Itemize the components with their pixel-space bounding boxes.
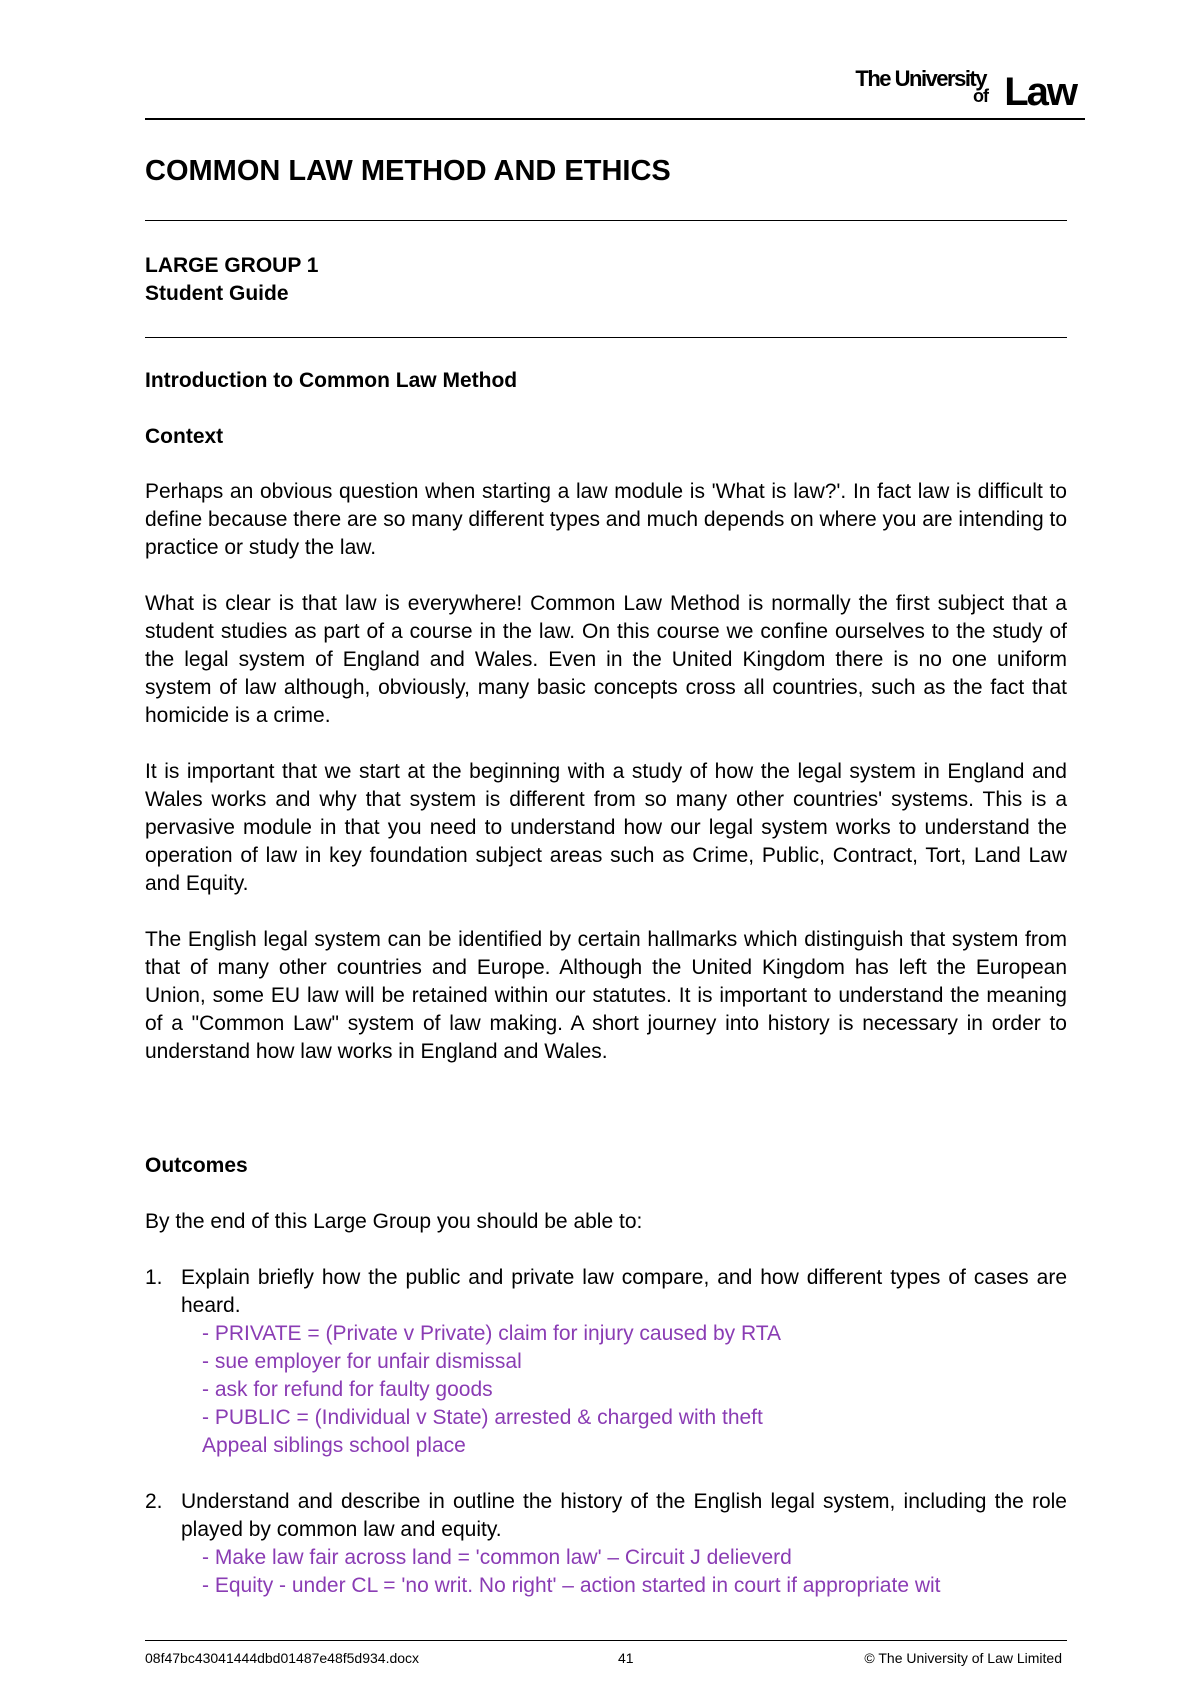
paragraph: The English legal system can be identified by certain hallmarks which distinguish that system from that of many other countries and Europe. Although the United Kingdom has left the European Union, some EU law will be retained within our statutes. It is important to understand the meaning of a "Common Law" system of law making. A short journey into history is necessary in order to understand how law works in England and Wales. [145,928,1067,1063]
outcome-number: 2. [145,1490,163,1513]
intro-heading-block [145,367,1067,395]
document-title: COMMON LAW METHOD AND ETHICS [145,155,671,187]
footer-rule [145,1640,1067,1641]
university-logo [856,62,1076,112]
subtitle-line2: Student Guide [145,282,289,305]
header-rule [145,118,1085,120]
context-heading: Context [145,425,224,448]
footer-page-number: 41 [618,1650,634,1666]
outcomes-intro: By the end of this Large Group you should be able to: [145,1210,643,1233]
outcome-number: 1. [145,1266,163,1289]
outcome-item-2 [145,1488,1067,1600]
paragraph-3 [145,758,1067,898]
outcome-note: - sue employer for unfair dismissal [202,1350,522,1373]
title-rule [145,220,1067,221]
logo-line3: Law [1004,70,1076,114]
paragraph: It is important that we start at the beginning with a study of how the legal system in England and Wales works and why that system is different from so many other countries' systems. This is a pervasive module in that you need to understand how our legal system works to understand the operation of law in key foundation subject areas such as Crime, Public, Contract, Tort, Land Law and Equity. [145,760,1067,895]
subtitle-line1: LARGE GROUP 1 [145,254,319,277]
paragraph-1 [145,478,1067,562]
outcome-note: Appeal siblings school place [202,1434,466,1457]
paragraph-4 [145,926,1067,1066]
outcome-text-content: Explain briefly how the public and private law compare, and how different types of cases are heard. [181,1266,1067,1317]
subtitle-rule [145,337,1067,338]
outcome-note: - PUBLIC = (Individual v State) arrested & charged with theft [202,1406,763,1429]
paragraph-2 [145,590,1067,730]
context-heading-block [145,423,1067,451]
outcomes-intro-block [145,1208,1067,1236]
outcome-note: - Make law fair across land = 'common law' – Circuit J delieverd [202,1546,792,1569]
outcome-note: - PRIVATE = (Private v Private) claim for injury caused by RTA [202,1322,782,1345]
paragraph: Perhaps an obvious question when starting a law module is 'What is law?'. In fact law is difficult to define because there are so many different types and much depends on where you are intending to practice or study the law. [145,480,1067,559]
outcome-note: - Equity - under CL = 'no writ. No right' – action started in court if appropriate wit [202,1574,941,1597]
footer-filename: 08f47bc43041444dbd01487e48f5d934.docx [145,1650,420,1666]
intro-heading: Introduction to Common Law Method [145,369,518,392]
outcome-text [181,1264,1067,1320]
outcome-item-1 [145,1264,1067,1460]
logo-line1: The University [855,66,986,91]
outcomes-heading: Outcomes [145,1154,248,1177]
subtitle-block [145,252,1067,308]
logo-line2: of [973,86,988,106]
outcome-note: - ask for refund for faulty goods [202,1378,493,1401]
paragraph: What is clear is that law is everywhere! Common Law Method is normally the first subject that a student studies as part of a course in the law. On this course we confine ourselves to the study of the legal system of England and Wales. Even in the United Kingdom there is no one uniform system of law although, obviously, many basic concepts cross all countries, such as the fact that homicide is a crime. [145,592,1067,727]
footer-copyright: © The University of Law Limited [864,1650,1062,1666]
outcomes-heading-block [145,1152,1067,1180]
outcome-text-content: Understand and describe in outline the history of the English legal system, including the role played by common law and equity. [181,1490,1067,1541]
outcome-text [181,1488,1067,1544]
